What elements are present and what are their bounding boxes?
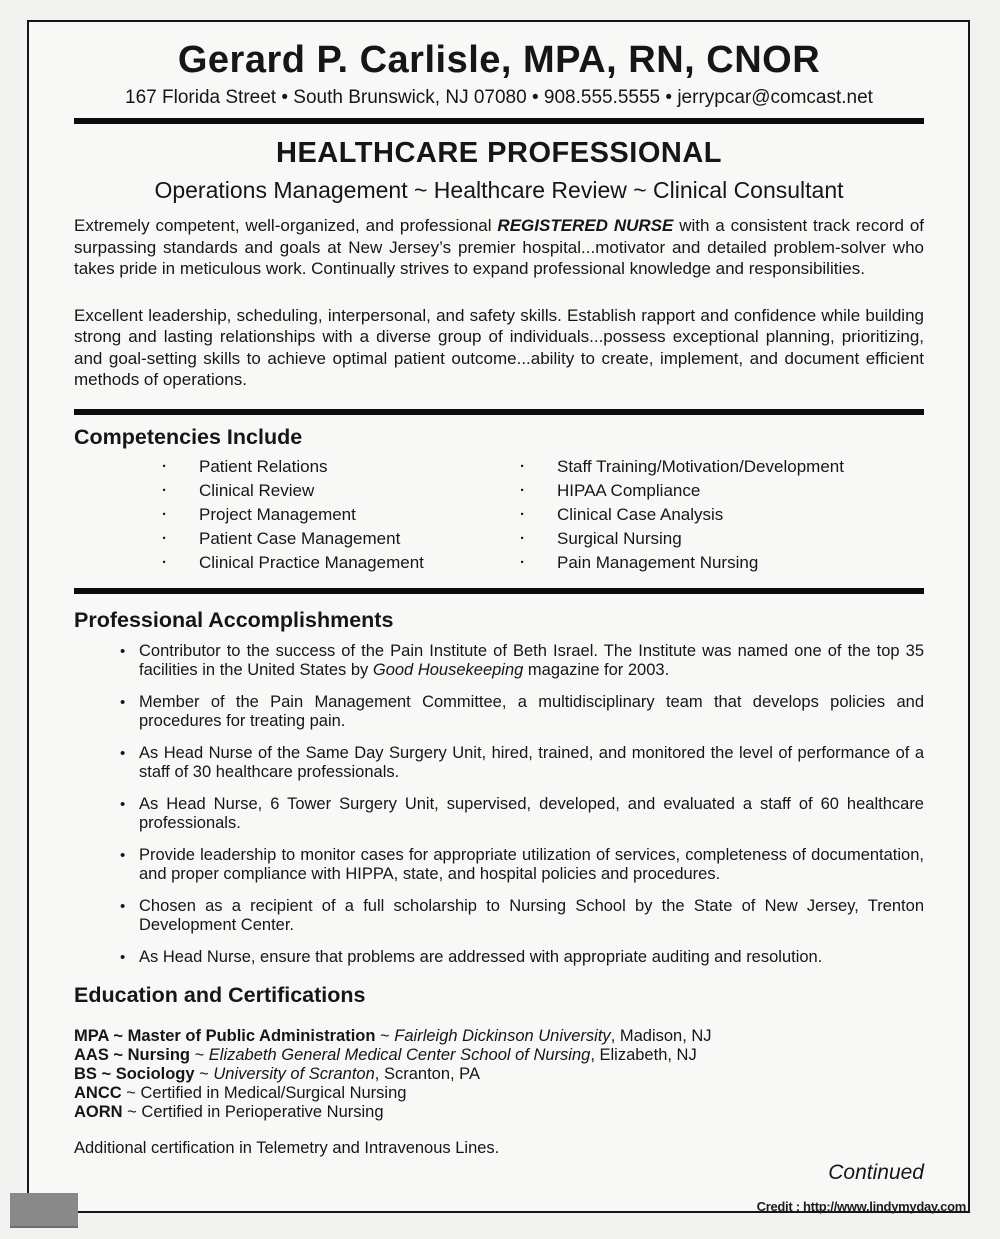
education-degree: AAS ~ Nursing [74,1046,190,1064]
bullet-icon: · [520,554,525,571]
competency-label: Clinical Case Analysis [557,504,724,524]
accomplishment-segment: As Head Nurse, ensure that problems are addressed with appropriate auditing and resolution. [139,947,823,966]
competency-item [162,527,520,551]
education-degree: AORN [74,1103,123,1121]
competency-item [162,479,520,503]
competency-item [520,479,924,503]
accomplishment-item [74,948,924,968]
education-degree: ANCC [74,1084,122,1102]
competencies-columns [74,455,924,575]
headline-subtitle: Operations Management ~ Healthcare Review ~ Clinical Consultant [154,177,844,203]
continued-label: Continued [828,1161,924,1184]
education-institution: Fairleigh Dickinson University [394,1027,611,1045]
accomplishment-item [74,693,924,732]
competency-item [520,527,924,551]
bullet-icon: • [120,744,126,762]
credit-watermark: Credit : http://www.lindymyday.com [756,1199,966,1214]
resume-page [27,20,970,1213]
section-title-education: Education and Certifications [74,983,366,1007]
bullet-icon: · [520,506,525,523]
education-detail: Certified in Medical/Surgical Nursing [140,1084,407,1102]
bullet-icon: • [120,642,126,660]
education-separator: ~ [375,1027,395,1045]
education-degree: BS ~ Sociology [74,1065,195,1083]
accomplishment-segment: Provide leadership to monitor cases for appropriate utilization of services, completeness of documentation, and proper compliance with HIPPA, state, and hospital policies and procedures. [139,845,924,883]
education-separator: ~ [121,1084,141,1102]
accomplishment-text [139,693,924,732]
competencies-left-column [162,455,520,575]
bullet-icon: · [162,554,167,571]
bullet-icon: · [162,530,167,547]
competency-label: Clinical Practice Management [199,552,424,572]
education-list [74,1027,924,1122]
competency-item [520,455,924,479]
bullet-icon: • [120,693,126,711]
summary-paragraph-1 [74,215,924,280]
competency-label: Patient Relations [199,456,328,476]
accomplishment-text [139,948,924,968]
bullet-icon: · [520,530,525,547]
section-title-competencies: Competencies Include [74,424,303,449]
bullet-icon: · [520,482,525,499]
horizontal-rule [74,588,924,594]
competency-label: Clinical Review [199,480,315,500]
education-entry [74,1065,924,1084]
bullet-icon: · [162,458,167,475]
education-detail: Certified in Perioperative Nursing [141,1103,384,1121]
scan-artifact-box [10,1193,78,1228]
summary-text: Extremely competent, well-organized, and professional [74,216,498,235]
education-institution: Elizabeth General Medical Center School of Nursing [208,1046,591,1064]
accomplishment-segment: As Head Nurse of the Same Day Surgery Unit, hired, trained, and monitored the level of performance of a staff of 30 healthcare professionals. [139,743,924,781]
summary-text: with a consistent track record of surpassing standards and goals at New Jersey’s premier hospital...motivator and detailed problem-solver who takes pride in meticulous work. Continually strives to expand professional knowledge and responsibilities. [74,216,925,278]
education-separator: ~ [189,1046,209,1064]
accomplishments-list [74,642,924,968]
education-separator: ~ [122,1103,142,1121]
education-institution: University of Scranton [213,1065,375,1083]
competencies-right-column [520,455,924,575]
education-degree: MPA ~ Master of Public Administration [74,1027,376,1045]
section-title-accomplishments: Professional Accomplishments [74,607,394,632]
accomplishment-text [139,642,924,681]
accomplishment-item [74,897,924,936]
education-separator: ~ [194,1065,214,1083]
accomplishment-item [74,795,924,834]
competency-label: Pain Management Nursing [557,552,759,572]
education-detail: , Scranton, PA [374,1065,480,1083]
competency-item [162,455,520,479]
accomplishment-segment: magazine for 2003. [523,661,670,679]
competency-item [162,551,520,575]
bullet-icon: • [120,948,126,966]
competency-label: Surgical Nursing [557,528,682,548]
bullet-icon: • [120,795,126,813]
accomplishment-text [139,897,924,936]
person-name: Gerard P. Carlisle, MPA, RN, CNOR [177,39,821,81]
competency-label: Patient Case Management [199,528,401,548]
contact-line: 167 Florida Street • South Brunswick, NJ 07080 • 908.555.5555 • jerrypcar@comcast.net [125,87,873,108]
accomplishment-item [74,744,924,783]
horizontal-rule [74,118,924,124]
accomplishment-text [139,795,924,834]
competency-item [520,551,924,575]
competency-item [520,503,924,527]
bullet-icon: • [120,897,126,915]
summary-paragraph-2: Excellent leadership, scheduling, interpersonal, and safety skills. Establish rapport and confidence while building strong and lasting relationships with a diverse group of individuals...possess exceptional planning, prioritizing, and goal-setting skills to achieve optimal patient outcome...ability to create, implement, and document efficient methods of operations. [74,305,924,389]
education-entry [74,1084,924,1103]
accomplishment-item [74,846,924,885]
competency-item [162,503,520,527]
education-detail: , Madison, NJ [610,1027,712,1045]
additional-certification: Additional certification in Telemetry and Intravenous Lines. [74,1139,500,1157]
accomplishment-segment: Member of the Pain Management Committee, a multidisciplinary team that develops policies and procedures for treating pain. [139,692,924,730]
bullet-icon: · [162,506,167,523]
accomplishment-text [139,744,924,783]
bullet-icon: • [120,846,126,864]
accomplishment-segment: Contributor to the success of the Pain Institute of Beth Israel. The Institute was named one of the top 35 facilities in the United States by [139,641,924,679]
headline-title: HEALTHCARE PROFESSIONAL [276,137,722,169]
education-entry [74,1027,924,1046]
resume-content [29,38,968,1185]
education-entry [74,1103,924,1122]
bullet-icon: · [162,482,167,499]
competency-label: HIPAA Compliance [557,480,701,500]
horizontal-rule [74,409,924,415]
competency-label: Project Management [199,504,356,524]
registered-nurse-emphasis: REGISTERED NURSE [497,216,674,235]
accomplishment-item [74,642,924,681]
accomplishment-segment: As Head Nurse, 6 Tower Surgery Unit, supervised, developed, and evaluated a staff of 60 healthcare professionals. [139,794,924,832]
bullet-icon: · [520,458,525,475]
education-detail: , Elizabeth, NJ [590,1046,697,1064]
accomplishment-emphasis: Good Housekeeping [372,661,524,679]
accomplishment-text [139,846,924,885]
education-entry [74,1046,924,1065]
competency-label: Staff Training/Motivation/Development [557,456,844,476]
accomplishment-segment: Chosen as a recipient of a full scholarship to Nursing School by the State of New Jersey, Trenton Development Center. [139,896,924,934]
